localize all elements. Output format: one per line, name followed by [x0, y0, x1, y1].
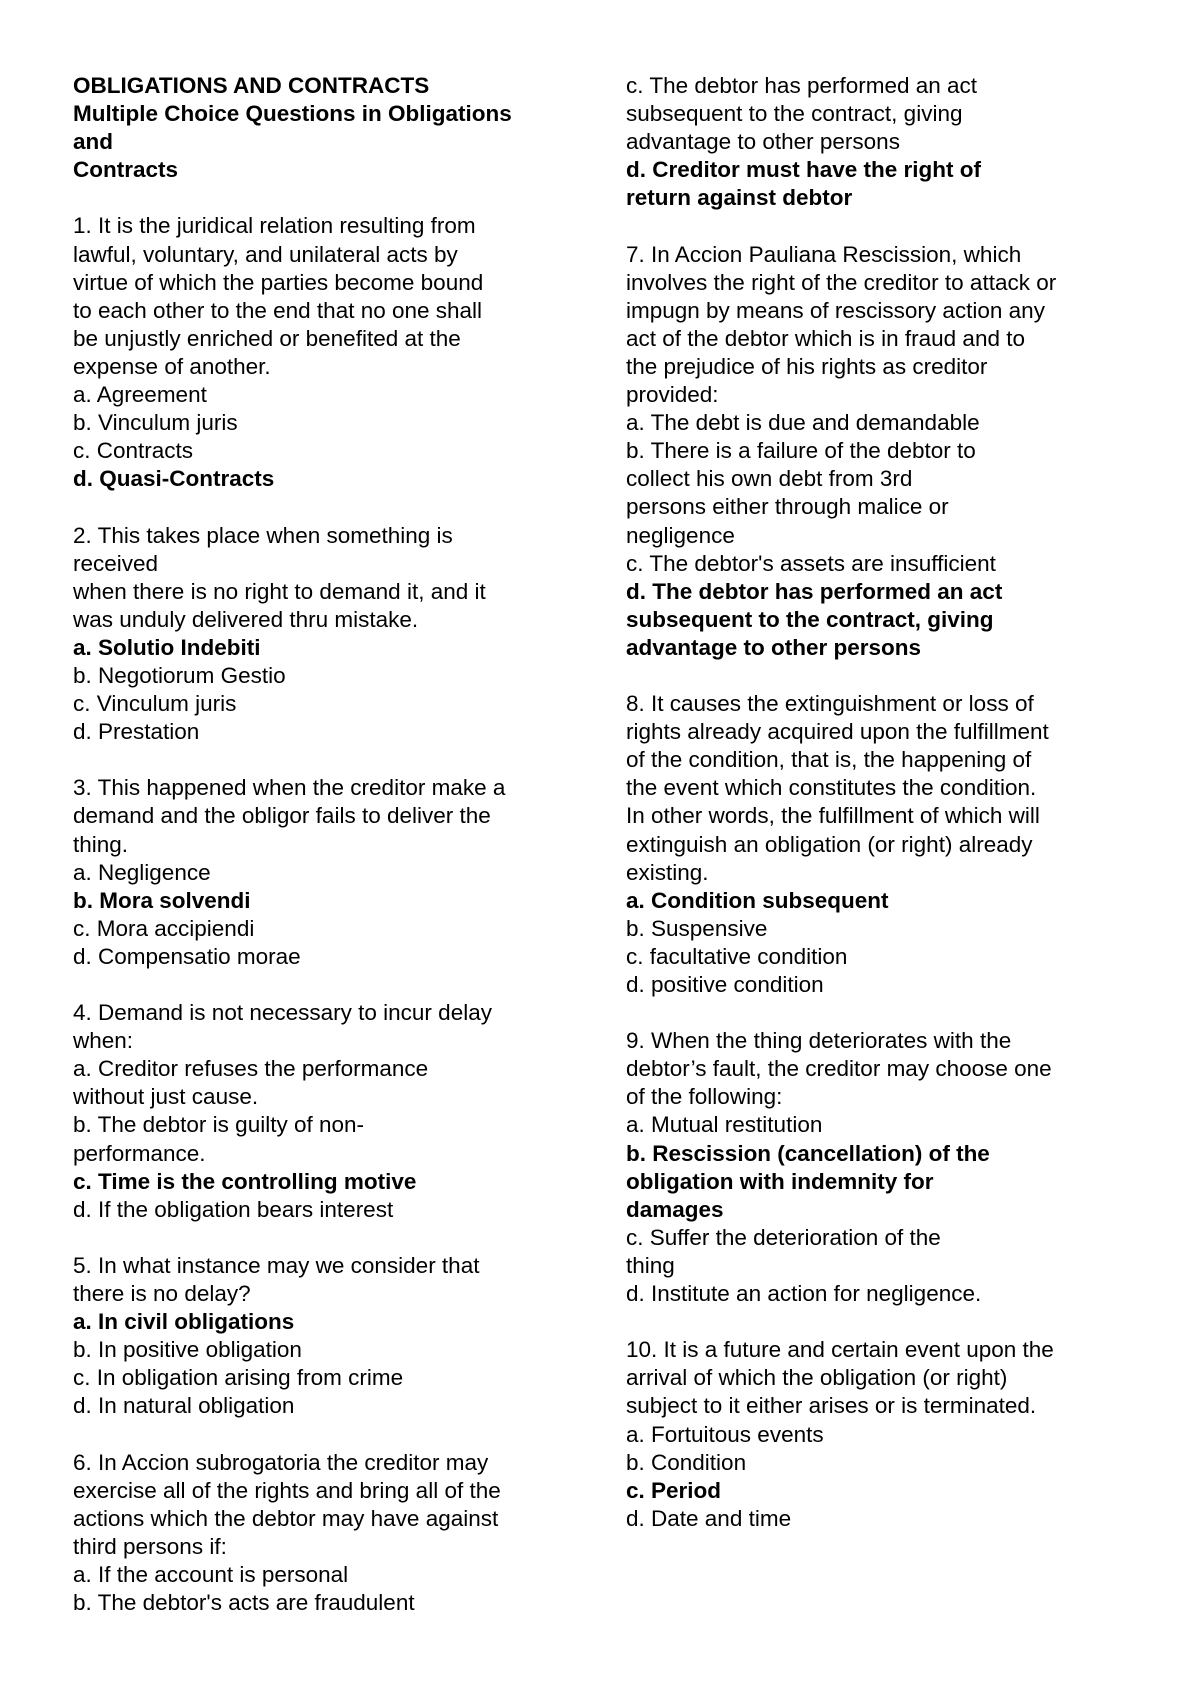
text-line: d. Institute an action for negligence.	[626, 1281, 982, 1307]
text-line: lawful, voluntary, and unilateral acts by	[73, 241, 458, 267]
answer-line: and	[73, 129, 114, 155]
answer-line: b. Rescission (cancellation) of the	[626, 1140, 990, 1166]
text-line: subsequent to the contract, giving	[626, 101, 963, 127]
text-line: when there is no right to demand it, and it	[73, 578, 486, 604]
answer-line: Contracts	[73, 157, 179, 183]
text-line: advantage to other persons	[626, 129, 900, 155]
text-line: a. Creditor refuses the performance	[73, 1056, 429, 1082]
text-line: b. Condition	[626, 1449, 747, 1475]
paragraph-gap	[73, 184, 578, 212]
text-line: d. In natural obligation	[73, 1393, 295, 1419]
text-line: c. Contracts	[73, 438, 194, 464]
answer-line: obligation with indemnity for	[626, 1168, 934, 1194]
text-line: collect his own debt from 3rd	[626, 466, 913, 492]
text-line: of the condition, that is, the happening of	[626, 747, 1032, 773]
paragraph-gap	[626, 212, 1126, 240]
answer-line: b. Mora solvendi	[73, 887, 251, 913]
answer-line: a. Solutio Indebiti	[73, 634, 261, 660]
text-line: b. Negotiorum Gestio	[73, 662, 286, 688]
answer-line: d. Quasi-Contracts	[73, 466, 275, 492]
text-line: d. Compensatio morae	[73, 943, 301, 969]
paragraph-gap	[73, 746, 578, 774]
text-line: 3. This happened when the creditor make a	[73, 775, 506, 801]
answer-line: advantage to other persons	[626, 634, 922, 660]
text-line: a. Mutual restitution	[626, 1112, 823, 1138]
text-line: c. The debtor's assets are insufficient	[626, 550, 996, 576]
text-line: impugn by means of rescissory action any	[626, 297, 1045, 323]
text-line: existing.	[626, 859, 709, 885]
paragraph-gap	[73, 1421, 578, 1449]
text-line: without just cause.	[73, 1084, 259, 1110]
text-line: a. Negligence	[73, 859, 211, 885]
right-column	[626, 72, 1126, 1533]
text-line: b. In positive obligation	[73, 1337, 302, 1363]
text-line: subject to it either arises or is terminated.	[626, 1393, 1037, 1419]
answer-line: c. Period	[626, 1477, 722, 1503]
text-line: there is no delay?	[73, 1281, 251, 1307]
answer-line: d. Creditor must have the right of	[626, 157, 982, 183]
text-line: involves the right of the creditor to attack or	[626, 269, 1057, 295]
text-line: c. facultative condition	[626, 943, 848, 969]
text-line: b. Vinculum juris	[73, 410, 238, 436]
text-line: c. Vinculum juris	[73, 691, 237, 717]
text-line: received	[73, 550, 159, 576]
text-line: extinguish an obligation (or right) already	[626, 831, 1033, 857]
text-line: 9. When the thing deteriorates with the	[626, 1028, 1012, 1054]
text-line: a. Fortuitous events	[626, 1421, 824, 1447]
text-line: In other words, the fulfillment of which will	[626, 803, 1040, 829]
text-line: of the following:	[626, 1084, 783, 1110]
text-line: c. The debtor has performed an act	[626, 73, 978, 98]
text-line: persons either through malice or	[626, 494, 949, 520]
answer-line: d. The debtor has performed an act	[626, 578, 1003, 604]
text-line: a. Agreement	[73, 382, 207, 408]
text-line: c. Suffer the deterioration of the	[626, 1224, 941, 1250]
left-column	[73, 72, 578, 1617]
text-line: arrival of which the obligation (or right)	[626, 1365, 1008, 1391]
answer-line: c. Time is the controlling motive	[73, 1168, 417, 1194]
text-line: negligence	[626, 522, 735, 548]
paragraph-gap	[73, 971, 578, 999]
text-line: c. Mora accipiendi	[73, 915, 255, 941]
text-line: d. positive condition	[626, 972, 824, 997]
text-line: when:	[73, 1028, 134, 1054]
text-line: 4. Demand is not necessary to incur delay	[73, 1000, 492, 1026]
text-line: d. If the obligation bears interest	[73, 1196, 394, 1222]
text-line: be unjustly enriched or benefited at the	[73, 325, 461, 351]
text-line: d. Prestation	[73, 719, 200, 745]
answer-line: Multiple Choice Questions in Obligations	[73, 101, 512, 127]
text-line: provided:	[626, 382, 719, 408]
text-line: 2. This takes place when something is	[73, 522, 453, 548]
text-line: debtor’s fault, the creditor may choose one	[626, 1056, 1052, 1082]
text-line: thing	[626, 1252, 675, 1278]
answer-line: return against debtor	[626, 185, 853, 211]
text-line: b. The debtor's acts are fraudulent	[73, 1590, 415, 1616]
paragraph-gap	[626, 1308, 1126, 1336]
text-line: exercise all of the rights and bring all of the	[73, 1477, 501, 1503]
text-line: expense of another.	[73, 353, 271, 379]
text-line: d. Date and time	[626, 1505, 792, 1531]
answer-line: subsequent to the contract, giving	[626, 606, 994, 632]
text-line: 8. It causes the extinguishment or loss of	[626, 691, 1034, 717]
text-line: 1. It is the juridical relation resulting from	[73, 213, 476, 239]
text-line: the event which constitutes the condition.	[626, 775, 1037, 801]
text-line: 6. In Accion subrogatoria the creditor may	[73, 1449, 489, 1475]
text-line: thing.	[73, 831, 129, 857]
text-line: c. In obligation arising from crime	[73, 1365, 404, 1391]
answer-line: OBLIGATIONS AND CONTRACTS	[73, 73, 430, 98]
text-line: to each other to the end that no one shall	[73, 297, 483, 323]
text-line: actions which the debtor may have against	[73, 1505, 499, 1531]
text-line: virtue of which the parties become bound	[73, 269, 484, 295]
paragraph-gap	[73, 493, 578, 521]
text-line: was unduly delivered thru mistake.	[73, 606, 419, 632]
text-line: 10. It is a future and certain event upon the	[626, 1337, 1054, 1363]
text-line: third persons if:	[73, 1533, 227, 1559]
text-line: 7. In Accion Pauliana Rescission, which	[626, 241, 1022, 267]
text-line: b. There is a failure of the debtor to	[626, 438, 976, 464]
text-line: b. The debtor is guilty of non-	[73, 1112, 365, 1138]
text-line: the prejudice of his rights as creditor	[626, 353, 988, 379]
text-line: rights already acquired upon the fulfillment	[626, 719, 1049, 745]
text-line: a. The debt is due and demandable	[626, 410, 980, 436]
text-line: demand and the obligor fails to deliver the	[73, 803, 491, 829]
text-line: a. If the account is personal	[73, 1561, 349, 1587]
text-line: performance.	[73, 1140, 206, 1166]
paragraph-gap	[626, 999, 1126, 1027]
text-line: b. Suspensive	[626, 915, 768, 941]
text-line: act of the debtor which is in fraud and to	[626, 325, 1025, 351]
answer-line: a. Condition subsequent	[626, 887, 889, 913]
paragraph-gap	[73, 1224, 578, 1252]
text-line: 5. In what instance may we consider that	[73, 1252, 480, 1278]
answer-line: damages	[626, 1196, 724, 1222]
paragraph-gap	[626, 662, 1126, 690]
answer-line: a. In civil obligations	[73, 1309, 295, 1335]
